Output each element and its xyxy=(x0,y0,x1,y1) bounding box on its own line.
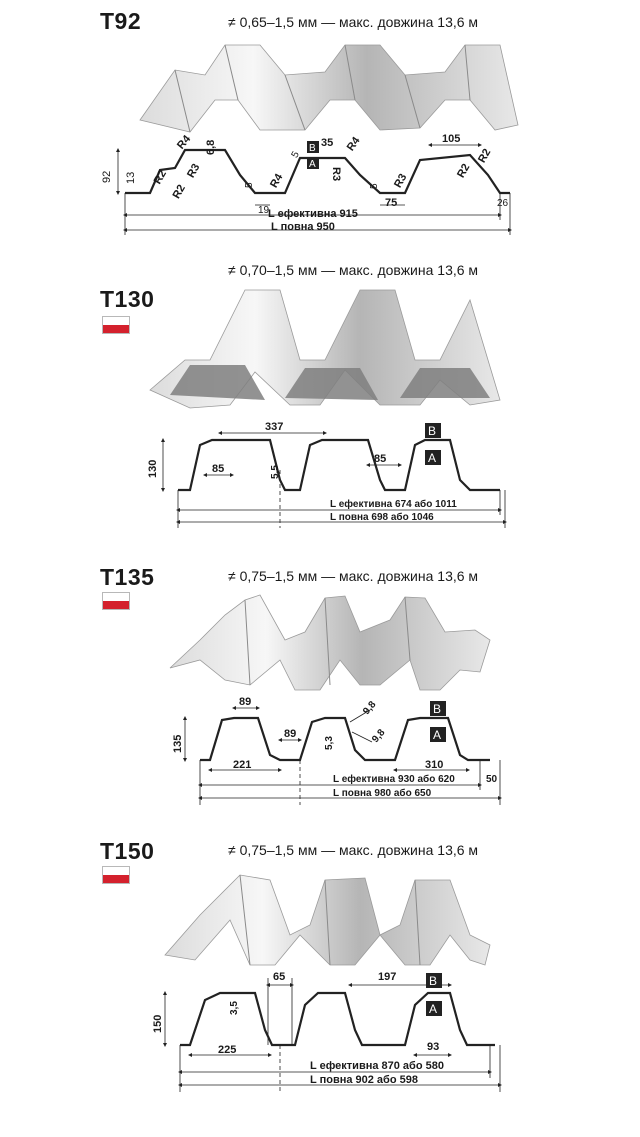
t130-face-markers xyxy=(425,423,441,465)
t92-sheet-photo xyxy=(140,45,518,132)
t135-profile xyxy=(200,718,490,760)
t135-dim-label: 9,8 xyxy=(370,727,388,746)
t92-radius-label: R3 xyxy=(185,161,203,181)
t92-l-total: L повна 950 xyxy=(271,221,335,233)
t135-dim-label: 9,8 xyxy=(361,699,379,718)
t150-model-title: T150 xyxy=(100,838,155,864)
t135-dim-label: 89 xyxy=(284,728,297,740)
t92-height-sub-label: 13 xyxy=(125,171,137,184)
t130-l-effective: L ефективна 674 або 1011 xyxy=(330,499,457,510)
t130-dim-label: 337 xyxy=(265,421,284,433)
svg-text:A: A xyxy=(309,159,316,170)
t92-radius-label: R2 xyxy=(170,182,188,201)
t92-dim-label: 19 xyxy=(258,205,270,216)
svg-text:B: B xyxy=(428,424,437,438)
t92-radius-label: R2 xyxy=(455,161,473,181)
t92-dim-label: 26 xyxy=(497,198,509,209)
t130-model-title: T130 xyxy=(100,286,155,312)
t92-radius-label: R4 xyxy=(344,134,363,154)
svg-text:A: A xyxy=(428,451,437,465)
t135-dim-label: 89 xyxy=(239,696,252,708)
svg-text:A: A xyxy=(433,728,442,742)
t150-dim-label: 3,5 xyxy=(229,1001,240,1015)
t130-profile xyxy=(178,440,500,490)
svg-text:A: A xyxy=(429,1002,438,1016)
t135-sheet-photo xyxy=(170,595,490,690)
t130-flag xyxy=(102,316,130,334)
t150-height-label: 150 xyxy=(152,1014,164,1033)
t150-dim-label: 65 xyxy=(273,971,286,983)
t92-dim-label: 35 xyxy=(321,137,334,149)
t135-dim-label: 310 xyxy=(425,759,444,771)
t130-sheet-photo xyxy=(150,290,500,408)
t92-dim-label: 6,8 xyxy=(205,139,217,155)
t130-dim-label: 85 xyxy=(212,463,225,475)
t135-model-title: T135 xyxy=(100,564,155,590)
t92-radius-label: R4 xyxy=(175,133,194,152)
t92-radius-label: R4 xyxy=(268,171,286,191)
svg-text:B: B xyxy=(309,143,316,154)
t92-radius-label: R2 xyxy=(476,146,494,166)
t92-radius-label: R3 xyxy=(330,167,342,182)
t150-sheet-photo xyxy=(165,875,490,965)
t150-spec: ≠ 0,75–1,5 мм — макс. довжина 13,6 м xyxy=(228,842,479,858)
t135-dim-label: 221 xyxy=(233,759,252,771)
t135-spec: ≠ 0,75–1,5 мм — макс. довжина 13,6 м xyxy=(228,568,479,584)
t130-l-total: L повна 698 або 1046 xyxy=(330,512,434,523)
t92-height-label: 92 xyxy=(101,170,113,183)
svg-text:B: B xyxy=(433,702,442,716)
t92-radius-label: R3 xyxy=(392,171,410,191)
t92-dim-label: 5 xyxy=(244,182,255,188)
t130-height-label: 130 xyxy=(147,459,159,478)
t150-l-effective: L ефективна 870 або 580 xyxy=(310,1060,444,1072)
t92-dim-label: 75 xyxy=(385,197,398,209)
t150-flag xyxy=(102,866,130,884)
t150-profile xyxy=(180,993,495,1045)
t150-dim-label: 197 xyxy=(378,971,397,983)
t150-dim-label: 93 xyxy=(427,1041,440,1053)
t92-spec: ≠ 0,65–1,5 мм — макс. довжина 13,6 м xyxy=(228,14,479,30)
t92-dim-label: 105 xyxy=(442,133,461,145)
t135-height-label: 135 xyxy=(172,734,184,753)
t135-l-effective: L ефективна 930 або 620 xyxy=(333,774,455,785)
t135-labels xyxy=(172,696,498,799)
t92-radius-label: R2 xyxy=(151,168,170,187)
t135-l-total: L повна 980 або 650 xyxy=(333,788,432,799)
t135-flag xyxy=(102,592,130,610)
t130-spec: ≠ 0,70–1,5 мм — макс. довжина 13,6 м xyxy=(228,262,479,278)
t92-l-effective: L ефективна 915 xyxy=(268,208,358,220)
t150-l-total: L повна 902 або 598 xyxy=(310,1074,418,1086)
t150-dim-label: 225 xyxy=(218,1044,237,1056)
svg-text:B: B xyxy=(429,974,438,988)
t150-face-markers xyxy=(426,973,442,1016)
t130-dim-label: 85 xyxy=(374,453,387,465)
t130-dim-label: 5,5 xyxy=(270,465,281,479)
t92-dim-label: 5 xyxy=(369,183,380,189)
t92-face-markers xyxy=(307,141,319,170)
t92-labels xyxy=(101,132,509,233)
t135-dim-label: 5,3 xyxy=(324,736,335,750)
t135-dim-label: 50 xyxy=(486,774,498,785)
t92-dim-label: 5 xyxy=(289,149,302,160)
t135-face-markers xyxy=(430,701,446,742)
t92-model-title: T92 xyxy=(100,8,142,34)
